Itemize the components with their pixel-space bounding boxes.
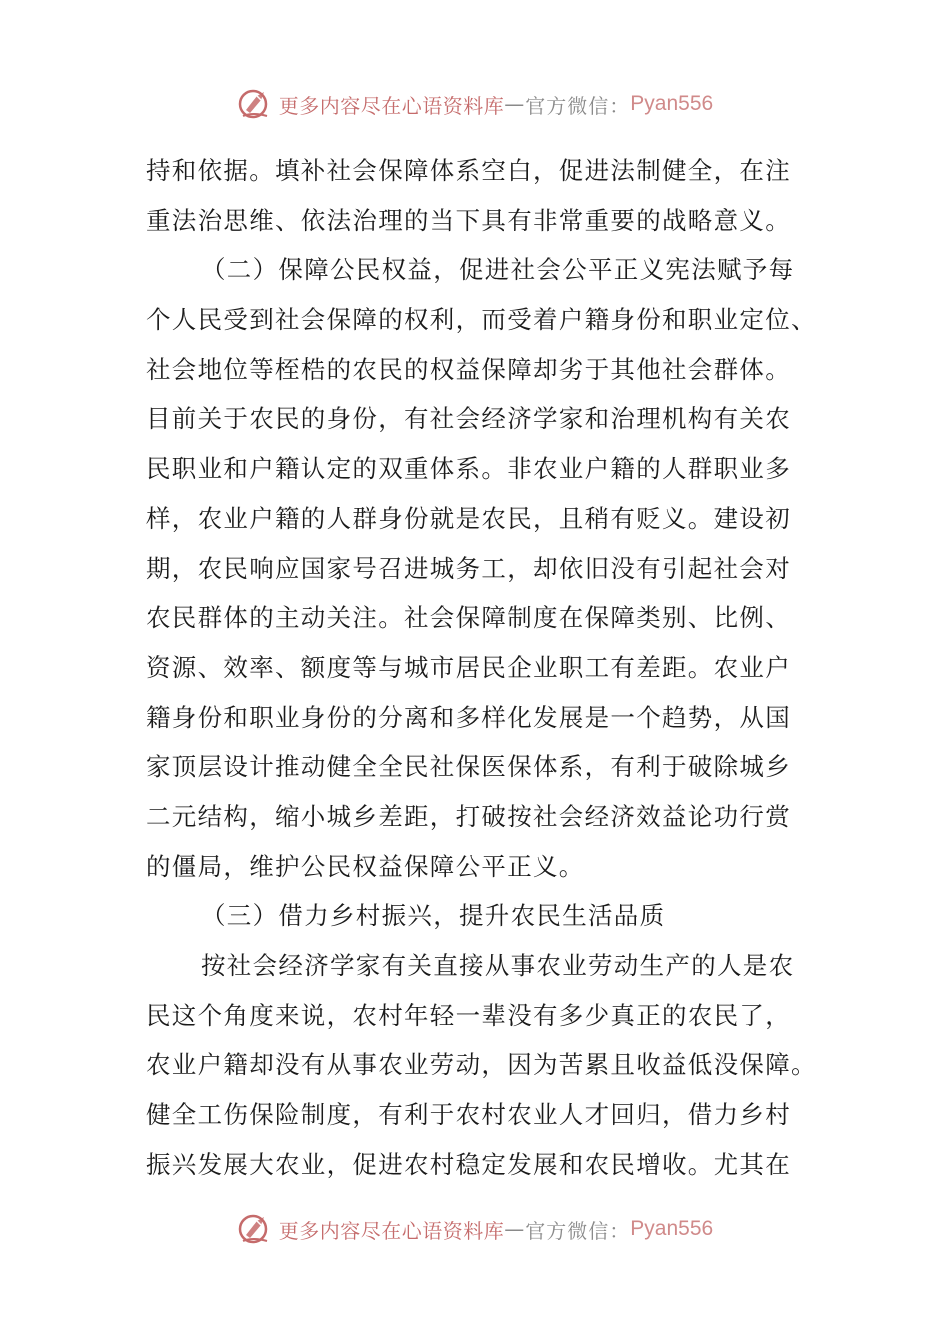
footer-wechat-id: Pyan556	[630, 1217, 714, 1240]
brand-logo-icon	[237, 1211, 275, 1247]
body-text	[146, 146, 817, 1189]
text-line: 目前关于农民的身份，有社会经济学家和治理机构有关农	[146, 404, 791, 434]
text-line: 民职业和户籍认定的双重体系。非农业户籍的人群职业多	[146, 454, 791, 484]
text-line: 的僵局，维护公民权益保障公平正义。	[146, 851, 585, 881]
text-line: 持和依据。填补社会保障体系空白，促进法制健全，在注	[146, 156, 791, 185]
text-line: 健全工伤保险制度，有利于农村农业人才回归，借力乡村	[146, 1100, 791, 1130]
text-line: 农业户籍却没有从事农业劳动，因为苦累且收益低没保障。	[146, 1050, 817, 1080]
text-line: 社会地位等桎梏的农民的权益保障却劣于其他社会群体。	[146, 354, 791, 384]
text-line: 期，农民响应国家号召进城务工，却依旧没有引起社会对	[146, 553, 791, 583]
text-line: 样，农业户籍的人群身份就是农民，且稍有贬义。建设初	[146, 503, 791, 533]
footer-wechat-label: 官方微信：	[525, 1218, 631, 1243]
text-line: 按社会经济学家有关直接从事农业劳动生产的人是农	[201, 951, 795, 980]
footer-brand-text: 更多内容尽在心语资料库	[278, 1218, 505, 1243]
section-heading-3: （三）借力乡村振兴，提升农民生活品质	[201, 901, 666, 931]
text-line: 农民群体的主动关注。社会保障制度在保障类别、比例、	[146, 603, 791, 633]
text-line: 重法治思维、依法治理的当下具有非常重要的战略意义。	[146, 205, 791, 235]
header-wechat-id: Pyan556	[630, 92, 714, 115]
header-dash: —	[504, 92, 526, 116]
text-line: 籍身份和职业身份的分离和多样化发展是一个趋势，从国	[146, 702, 791, 732]
text-line: 家顶层设计推动健全全民社保医保体系，有利于破除城乡	[146, 752, 791, 782]
text-line: 资源、效率、额度等与城市居民企业职工有差距。农业户	[146, 652, 791, 682]
text-line: 个人民受到社会保障的权利，而受着户籍身份和职业定位、	[146, 305, 817, 335]
section-heading-2: （二）保障公民权益，促进社会公平正义宪法赋予每	[201, 255, 795, 285]
text-line: 振兴发展大农业，促进农村稳定发展和农民增收。尤其在	[146, 1149, 791, 1179]
text-line: 二元结构，缩小城乡差距，打破按社会经济效益论功行赏	[146, 801, 791, 831]
brand-logo-icon	[237, 86, 275, 122]
header-brand-text: 更多内容尽在心语资料库	[278, 93, 505, 118]
footer-dash: —	[504, 1217, 526, 1241]
header-watermark	[0, 84, 950, 124]
footer-watermark	[0, 1209, 950, 1249]
header-wechat-label: 官方微信：	[525, 93, 631, 118]
text-line: 民这个角度来说，农村年轻一辈没有多少真正的农民了，	[146, 1000, 791, 1030]
